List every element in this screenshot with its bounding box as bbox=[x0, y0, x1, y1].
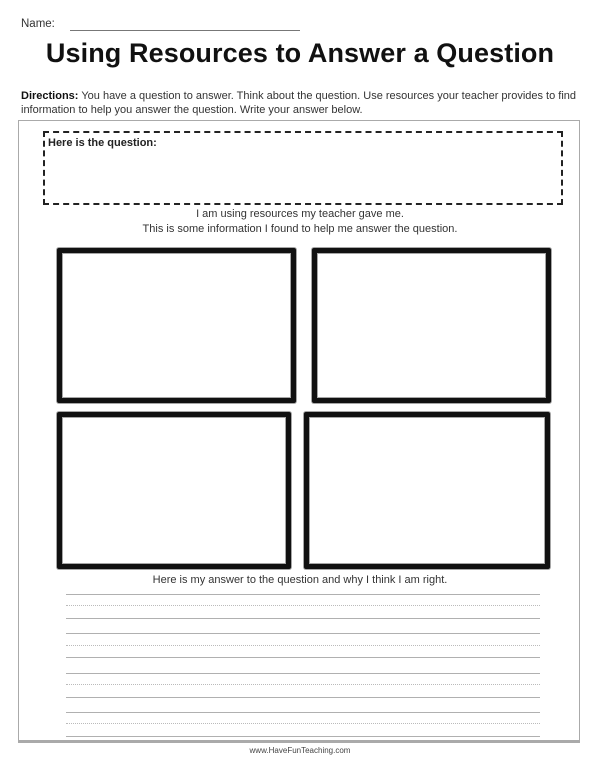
question-label: Here is the question: bbox=[48, 137, 157, 149]
writing-line-mid bbox=[66, 605, 540, 606]
writing-line-base bbox=[66, 618, 540, 619]
footer-url: www.HaveFunTeaching.com bbox=[249, 746, 351, 755]
name-input-line[interactable] bbox=[70, 30, 300, 31]
writing-line-base bbox=[66, 736, 540, 737]
directions-text: You have a question to answer. Think about the question. Use resources your teacher provides to find information to help you answer the question. Write your answer below. bbox=[21, 90, 577, 116]
writing-line-base bbox=[66, 657, 540, 658]
resources-line-1: I am using resources my teacher gave me. bbox=[196, 208, 404, 220]
writing-line-top[interactable] bbox=[66, 633, 540, 634]
resources-line-2: This is some information I found to help me answer the question. bbox=[142, 223, 458, 235]
writing-line-top[interactable] bbox=[66, 594, 540, 595]
footer-divider bbox=[18, 741, 580, 743]
writing-line-mid bbox=[66, 684, 540, 685]
writing-line-top[interactable] bbox=[66, 712, 540, 713]
name-label: Name: bbox=[21, 18, 55, 30]
info-box-2[interactable] bbox=[312, 248, 551, 403]
directions-label: Directions: bbox=[21, 90, 79, 102]
info-box-3[interactable] bbox=[57, 412, 291, 569]
writing-line-mid bbox=[66, 645, 540, 646]
writing-line-base bbox=[66, 697, 540, 698]
answer-label: Here is my answer to the question and why I think I am right. bbox=[152, 574, 448, 586]
writing-line-mid bbox=[66, 723, 540, 724]
info-box-4[interactable] bbox=[304, 412, 550, 569]
writing-line-top[interactable] bbox=[66, 673, 540, 674]
directions bbox=[21, 89, 586, 117]
info-box-1[interactable] bbox=[57, 248, 296, 403]
page-title: Using Resources to Answer a Question bbox=[45, 38, 555, 68]
